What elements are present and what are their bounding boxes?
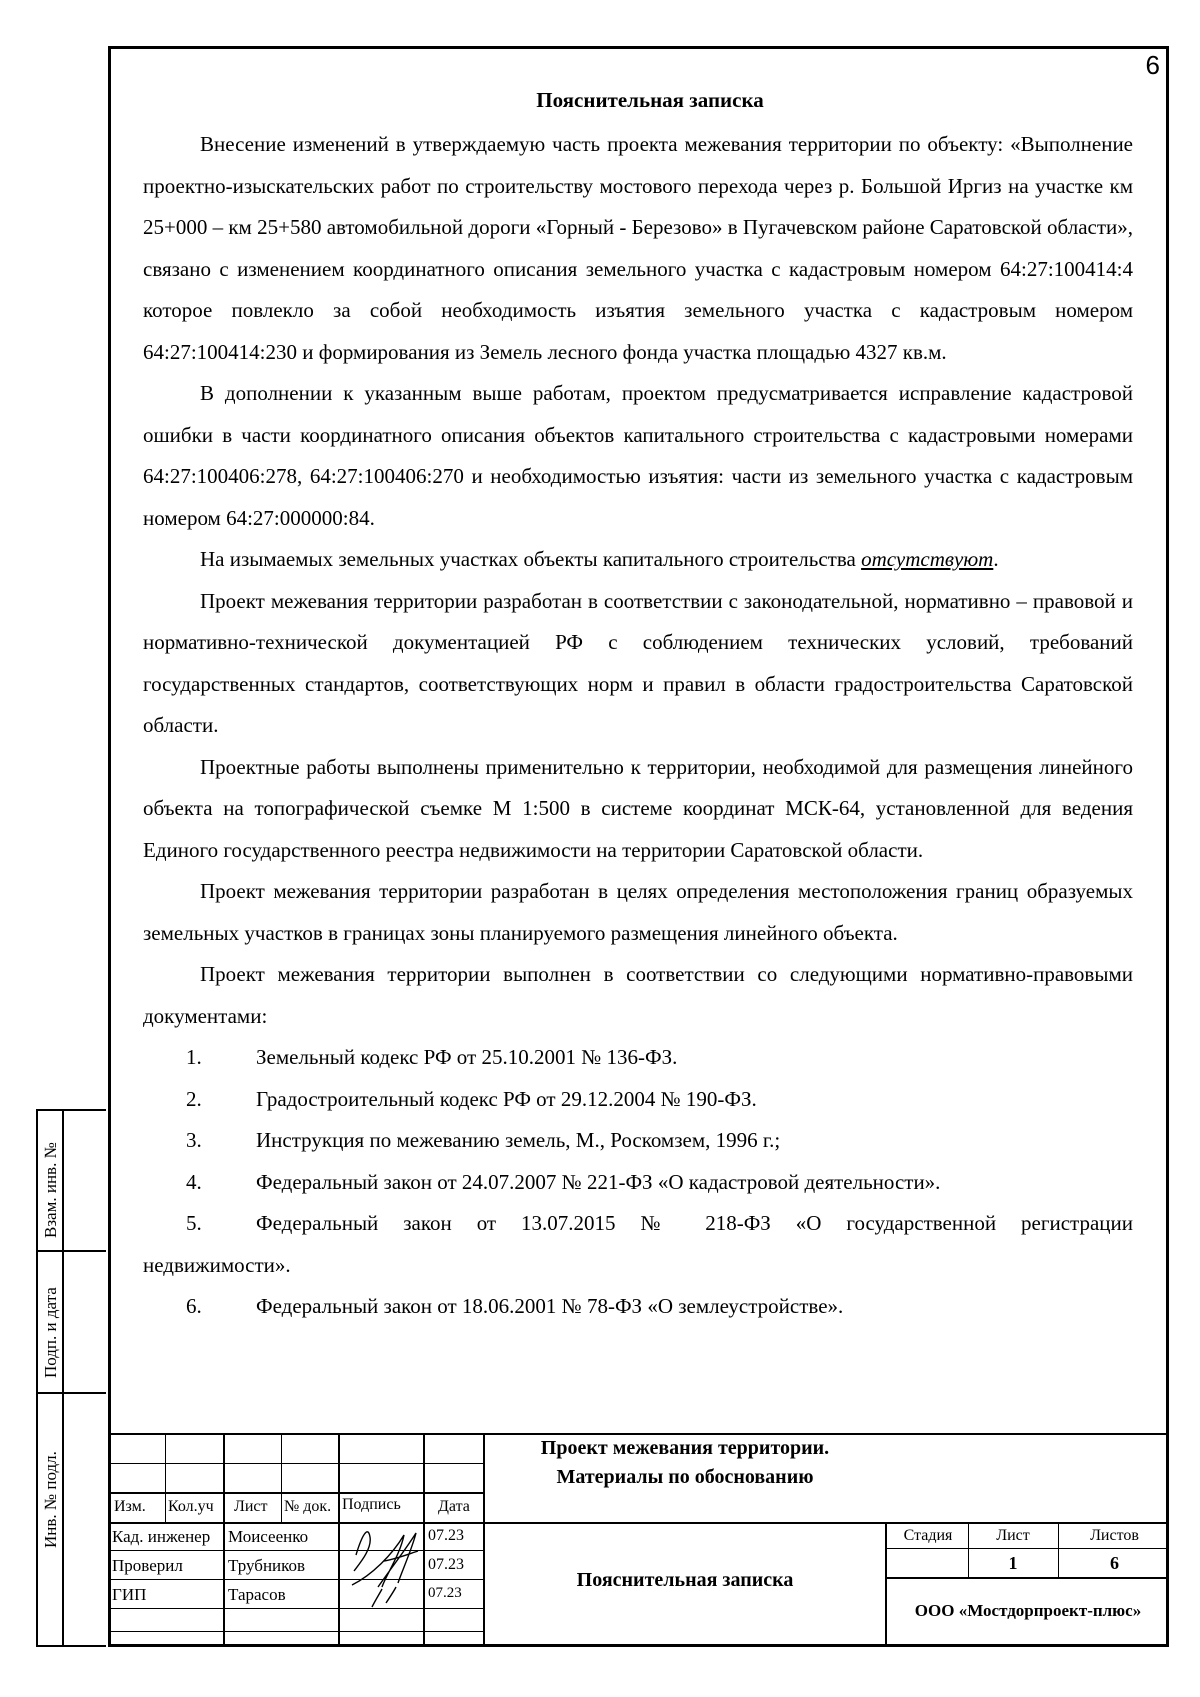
row-name: Тарасов: [228, 1585, 286, 1604]
doc-title: Пояснительная записка: [576, 1569, 794, 1591]
header-list: Лист: [234, 1498, 268, 1515]
list-item: [143, 1037, 1133, 1079]
row-date: 07.23: [428, 1556, 464, 1573]
list-item: [143, 1203, 1133, 1286]
list-number: 2.: [186, 1086, 202, 1111]
side-inv-label: Инв. № подл.: [41, 1451, 60, 1548]
organization-name: ООО «Мостдорпроект-плюс»: [914, 1601, 1142, 1620]
list-text: Федеральный закон от 24.07.2007 № 221-ФЗ «О кадастровой деятельности».: [256, 1169, 941, 1194]
sheet-value: 1: [1008, 1553, 1018, 1573]
page-number: 6: [1145, 50, 1160, 80]
row-name: Трубников: [228, 1556, 306, 1575]
list-item: [143, 1162, 1133, 1204]
list-text: Градостроительный кодекс РФ от 29.12.2004 № 190-ФЗ.: [256, 1086, 757, 1111]
list-item: [143, 1079, 1133, 1121]
header-signature: Подпись: [342, 1496, 401, 1513]
stage-label: Стадия: [903, 1527, 953, 1544]
list-text: Федеральный закон от 13.07.2015 № 218-ФЗ «О государственной регистрации: [256, 1211, 1133, 1235]
paragraph-2: В дополнении к указанным выше работам, проектом предусматривается исправление кадастровой ошибки в части координатного описания объектов капитального строительства с кадастровыми номерами 64:27:100406:278, 64:27:100406:270 и необходимостью изъятия: части из земельного участка с кадастровым номером 64:27:000000:84.: [143, 381, 1133, 530]
row-date: 07.23: [428, 1527, 464, 1544]
sheets-value: 6: [1110, 1553, 1119, 1573]
paragraph-4: Проект межевания территории разработан в соответствии с законодательной, нормативно – правовой и нормативно-технической документацией РФ с соблюдением технических условий, требований государственных стандартов, соответствующих норм и правил в области градостроительства Саратовской области.: [143, 588, 1133, 737]
row-role: Кад. инженер: [112, 1527, 211, 1546]
list-text-continued: недвижимости».: [143, 1252, 291, 1277]
document-title: Пояснительная записка: [536, 88, 764, 112]
paragraph-6: Проект межевания территории разработан в целях определения местоположения границ образуемых земельных участков в границах зоны планируемого размещения линейного объекта.: [143, 879, 1133, 945]
list-number: 1.: [186, 1045, 202, 1069]
list-item: [143, 1286, 1133, 1328]
list-number: 3.: [186, 1128, 202, 1152]
side-podp-label: Подп. и дата: [41, 1287, 60, 1378]
paragraph-7: Проект межевания территории выполнен в соответствии со следующими нормативно-правовыми документами:: [143, 962, 1133, 1028]
header-kol-uch: Кол.уч: [168, 1498, 214, 1515]
document-body: [143, 124, 1133, 1328]
side-vzam-label: Взам. инв. №: [41, 1142, 60, 1238]
paragraph-3-text: На изымаемых земельных участках объекты капитального строительства: [200, 547, 862, 571]
list-text: Земельный кодекс РФ от 25.10.2001 № 136-ФЗ.: [256, 1045, 678, 1069]
paragraph-1: Внесение изменений в утверждаемую часть проекта межевания территории по объекту: «Выполнение проектно-изыскательских работ по строительству мостового перехода через р. Большой Иргиз на участке км 25+000 – км 25+580 автомобильной дороги «Горный - Березово» в Пугачевском районе Саратовской области», связано с изменением координатного описания земельного участка с кадастровым номером 64:27:100414:4 которое повлекло за собой необходимость изъятия земельного участка с кадастровым номером 64:27:100414:230 и формирования из Земель лесного фонда участка площадью 4327 кв.м.: [143, 132, 1133, 364]
sheet-label: Лист: [996, 1527, 1030, 1544]
absent-emphasis: отсутствуют: [861, 547, 994, 571]
list-number: 6.: [186, 1294, 202, 1318]
row-date: 07.23: [428, 1585, 462, 1601]
project-title-line-1: Проект межевания территории.: [540, 1437, 830, 1459]
list-text: Федеральный закон от 18.06.2001 № 78-ФЗ «О землеустройстве».: [256, 1294, 844, 1318]
header-doc-num: № док.: [284, 1498, 332, 1515]
row-role: Проверил: [112, 1556, 183, 1575]
list-item: [143, 1120, 1133, 1162]
list-text: Инструкция по межеванию земель, М., Роскомзем, 1996 г.;: [256, 1128, 781, 1152]
header-date: Дата: [438, 1498, 470, 1515]
row-name: Моисеенко: [228, 1527, 309, 1546]
list-number: 5.: [186, 1211, 202, 1235]
paragraph-5: Проектные работы выполнены применительно к территории, необходимой для размещения линейного объекта на топографической съемке М 1:500 в системе координат МСК-64, установленной для ведения Единого государственного реестра недвижимости на территории Саратовской области.: [143, 754, 1133, 862]
title-block: [108, 1433, 1169, 1647]
sheets-label: Листов: [1090, 1527, 1139, 1544]
list-number: 4.: [186, 1169, 202, 1194]
signature-mark: [342, 1515, 424, 1611]
project-title-line-2: Материалы по обоснованию: [556, 1466, 814, 1488]
row-role: ГИП: [112, 1585, 147, 1604]
header-izm: Изм.: [114, 1498, 146, 1515]
paragraph-3-end: .: [993, 547, 999, 571]
paragraph-3: [143, 539, 1133, 581]
